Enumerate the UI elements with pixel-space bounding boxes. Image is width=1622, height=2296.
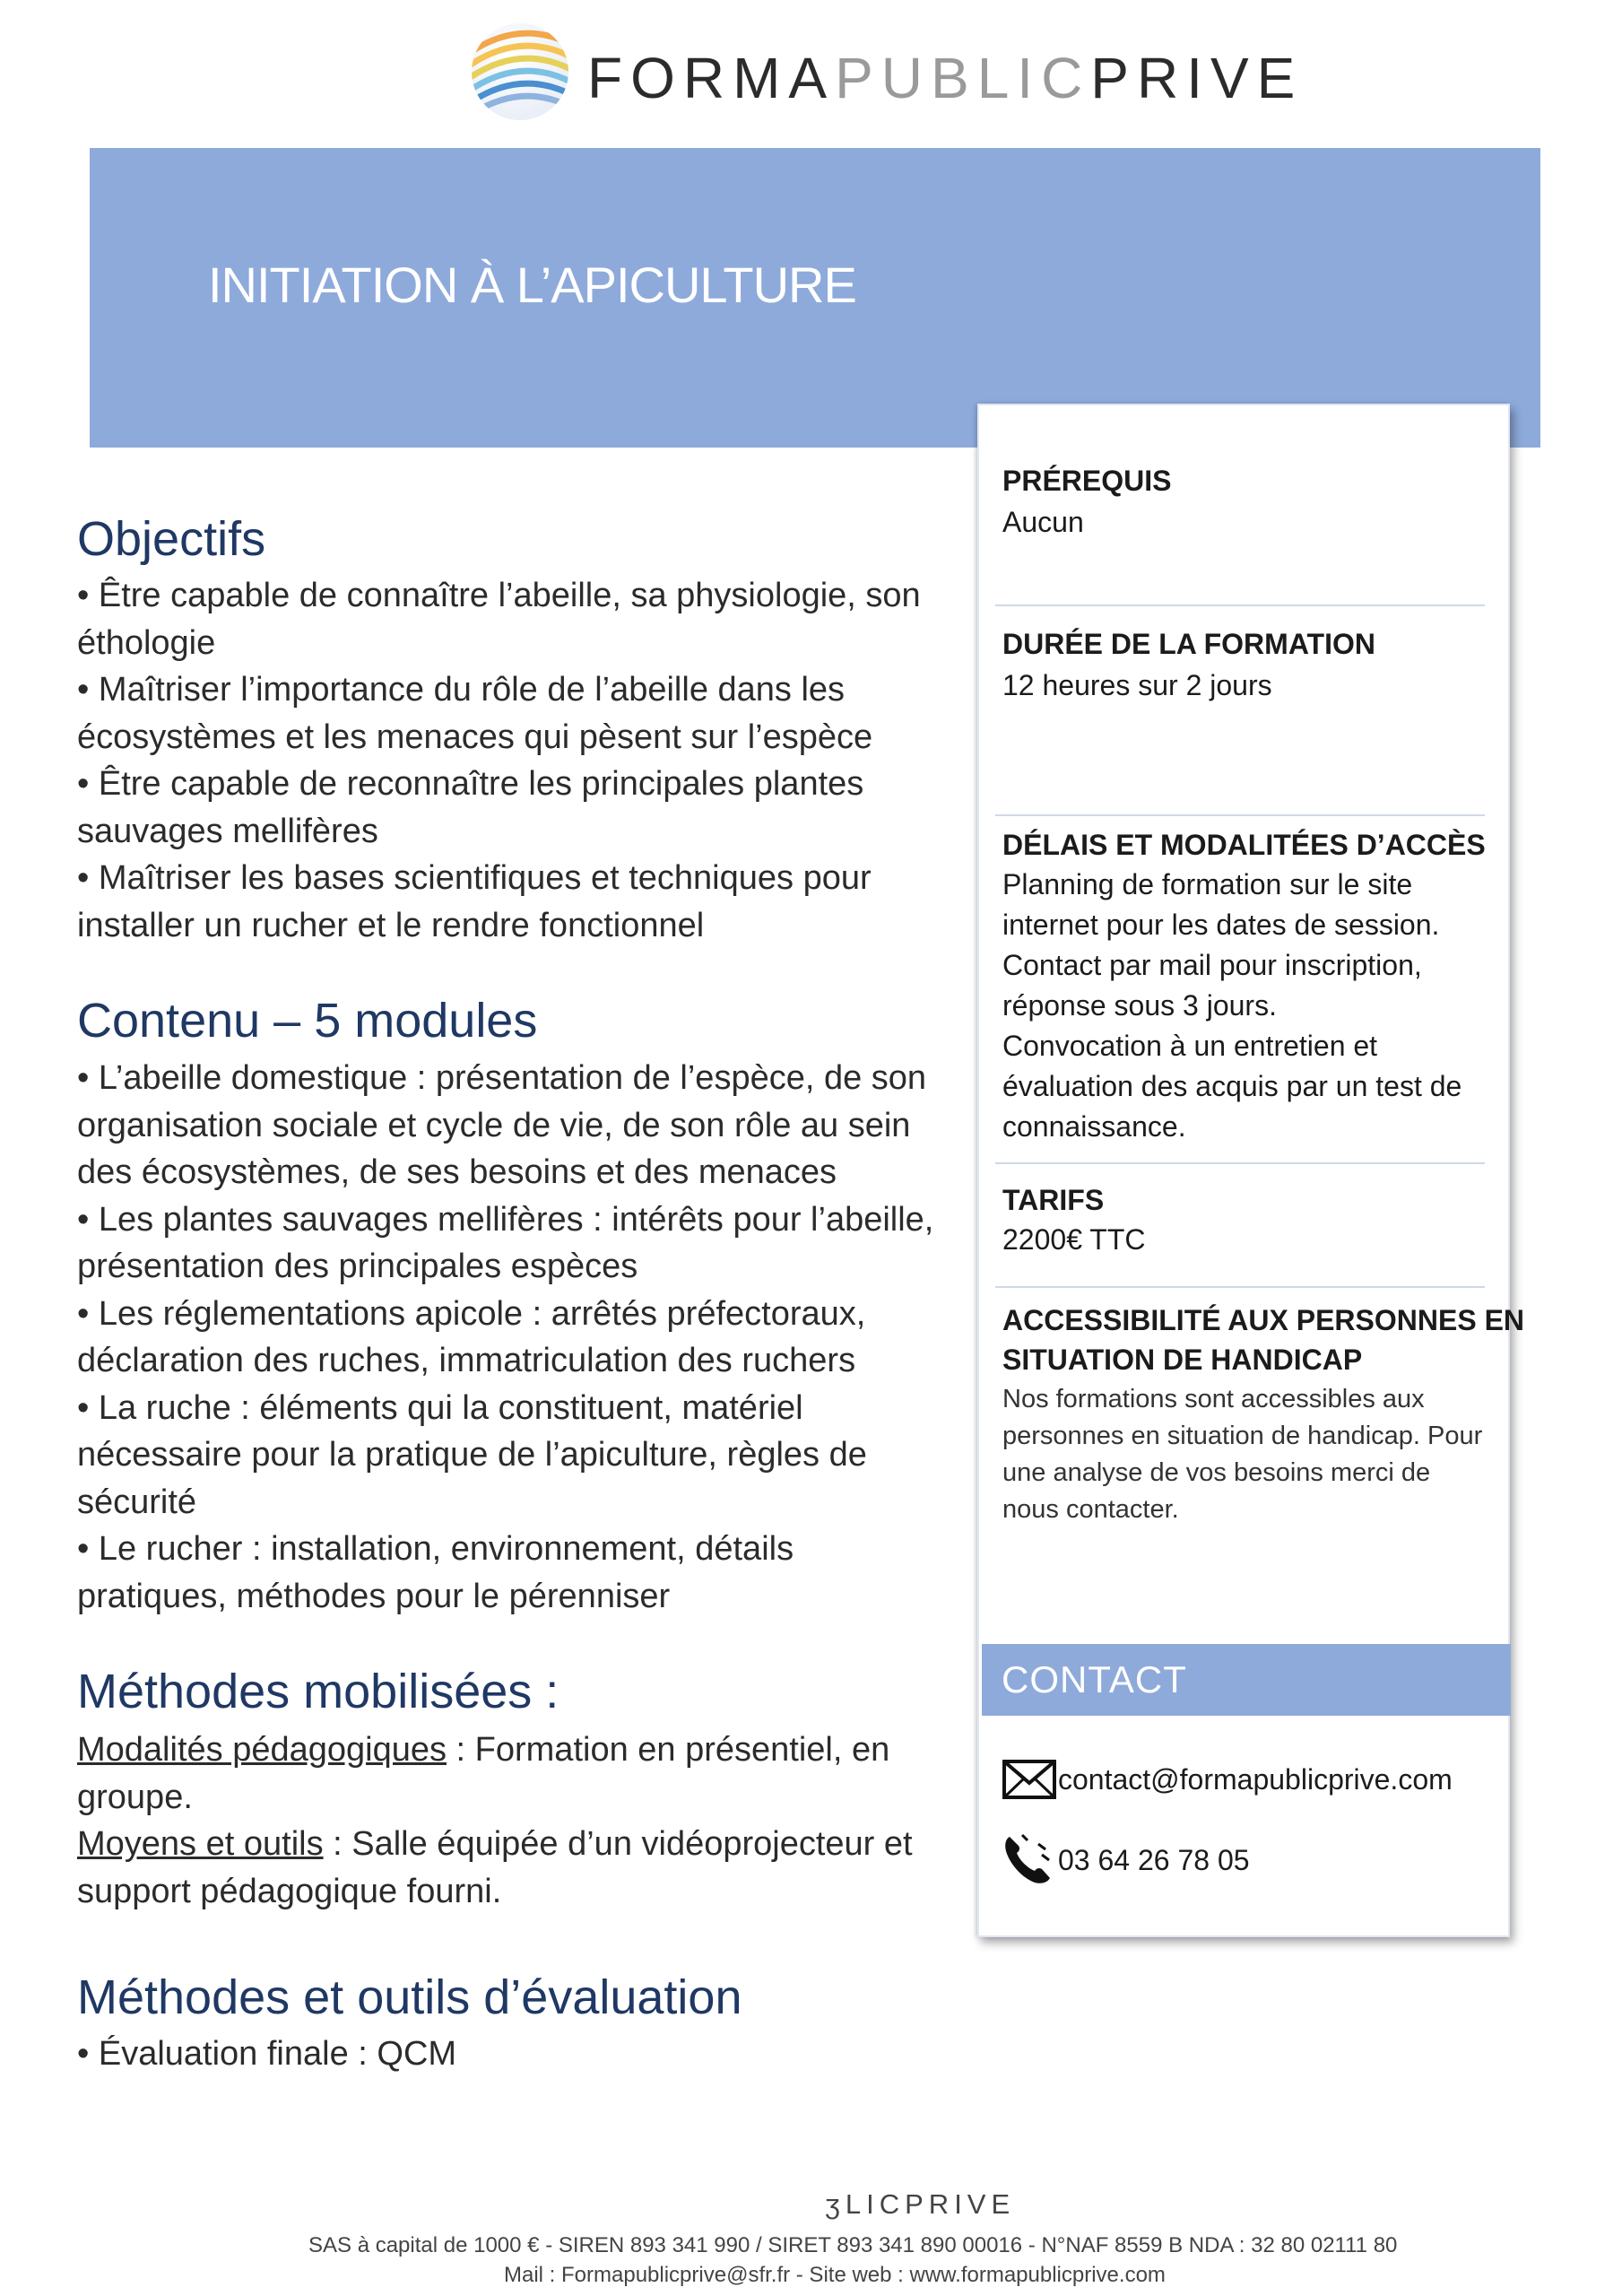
evaluation-heading: Méthodes et outils d’évaluation [77, 1970, 742, 2024]
methodes-heading: Méthodes mobilisées : [77, 1665, 559, 1718]
prerequis-label: PRÉREQUIS [1002, 465, 1172, 497]
accessibilite-label-line1: ACCESSIBILITÉ AUX PERSONNES EN [1002, 1304, 1525, 1336]
brand-part-forma: FORMA [587, 46, 836, 110]
phone-icon [1002, 1833, 1053, 1885]
prerequis-value: Aucun [1002, 506, 1084, 538]
brand-name [587, 45, 1303, 111]
footer-legal-line: SAS à capital de 1000 € - SIREN 893 341 990 / SIRET 893 341 890 00016 - N°NAF 8559 B NDA : 32 80 02111 80 [308, 2233, 1398, 2257]
footer-brand: ʒLICPRIVE [825, 2188, 1016, 2220]
divider [995, 604, 1485, 606]
contenu-list [77, 1055, 938, 1620]
contact-header-bar [982, 1644, 1511, 1716]
modalites-label: Modalités pédagogiques [77, 1731, 447, 1769]
list-item: • Le rucher : installation, environnement, détails pratiques, méthodes pour le pérenniser [77, 1530, 794, 1615]
duree-label: DURÉE DE LA FORMATION [1002, 628, 1375, 660]
tarifs-label: TARIFS [1002, 1184, 1105, 1216]
duree-value: 12 heures sur 2 jours [1002, 669, 1272, 701]
delais-text-1: Planning de formation sur le site internet pour les dates de session. [1002, 868, 1440, 941]
delais-label: DÉLAIS ET MODALITÉES D’ACCÈS [1002, 829, 1486, 861]
modalites-text: : Formation en présentiel, en groupe. [77, 1731, 890, 1816]
list-item: • Être capable de connaître l’abeille, sa physiologie, son éthologie [77, 577, 921, 662]
moyens-line [77, 1821, 938, 1915]
divider [995, 1162, 1485, 1164]
footer-contact-line: Mail : Formapublicprive@sfr.fr - Site web : www.formapublicprive.com [504, 2263, 1166, 2287]
moyens-label: Moyens et outils [77, 1825, 324, 1863]
list-item: • Être capable de reconnaître les principales plantes sauvages mellifères [77, 765, 864, 850]
delais-text-3: Convocation à un entretien et évaluation des acquis par un test de connaissance. [1002, 1030, 1462, 1143]
page-title: INITIATION À L’APICULTURE [208, 257, 856, 313]
list-item: • L’abeille domestique : présentation de l’espèce, de son organisation sociale et cycle de vie, de son rôle au sein des écosystèmes, de ses besoins et des menaces [77, 1059, 927, 1191]
methodes-body [77, 1726, 938, 1915]
brand-logo-icon [466, 18, 574, 126]
list-item: • La ruche : éléments qui la constituent, matériel nécessaire pour la pratique de l’apiculture, règles de sécurité [77, 1388, 867, 1521]
list-item: • Maîtriser les bases scientifiques et techniques pour installer un rucher et le rendre fonctionnel [77, 859, 872, 944]
envelope-icon [1002, 1760, 1056, 1799]
contenu-heading: Contenu – 5 modules [77, 994, 538, 1048]
delais-text-2: Contact par mail pour inscription, réponse sous 3 jours. [1002, 949, 1422, 1022]
objectifs-list [77, 572, 938, 949]
modalites-line [77, 1726, 938, 1821]
divider [995, 1286, 1485, 1288]
list-item: • Les plantes sauvages mellifères : intérêts pour l’abeille, présentation des principales espèces [77, 1200, 934, 1285]
moyens-text: : Salle équipée d’un vidéoprojecteur et support pédagogique fourni. [77, 1825, 913, 1910]
objectifs-heading: Objectifs [77, 512, 266, 566]
contact-phone[interactable]: 03 64 26 78 05 [1058, 1844, 1250, 1876]
brand-part-prive: PRIVE [1090, 46, 1304, 110]
list-item: • Maîtriser l’importance du rôle de l’abeille dans les écosystèmes et les menaces qui pèsent sur l’espèce [77, 671, 873, 756]
contact-email-link[interactable]: contact@formapublicprive.com [1058, 1763, 1453, 1796]
list-item: • Les réglementations apicole : arrêtés préfectoraux, déclaration des ruches, immatriculation des ruchers [77, 1294, 866, 1379]
tarifs-value: 2200€ TTC [1002, 1223, 1146, 1256]
contact-heading: CONTACT [1002, 1658, 1187, 1700]
brand-part-public: PUBLIC [835, 46, 1091, 110]
divider [995, 814, 1485, 816]
evaluation-item: • Évaluation finale : QCM [77, 2035, 457, 2073]
accessibilite-label-line2: SITUATION DE HANDICAP [1002, 1344, 1363, 1376]
accessibilite-text: Nos formations sont accessibles aux personnes en situation de handicap. Pour une analyse de vos besoins merci de nous contacter. [1002, 1385, 1483, 1524]
